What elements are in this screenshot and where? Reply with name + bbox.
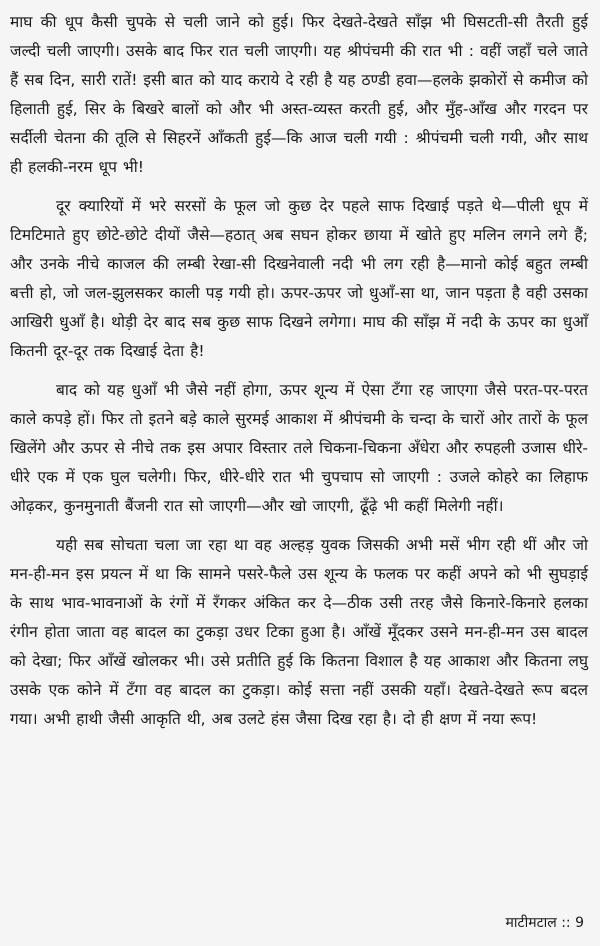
paragraph-4: यही सब सोचता चला जा रहा था वह अल्हड़ युवक जिसकी अभी मसें भीग रही थीं और जो मन-ही-मन इस प्रयत्न में था कि सामने पसरे-फैले उस शून्य के फलक पर कहीं अपने को भी सुघड़ाई के साथ भाव-भावनाओं के रंगों में रँगकर अंकित कर दे—ठीक उसी तरह जैसे किनारे-किनारे हलका रंगीन होता जाता वह बादल का टुकड़ा उधर टिका हुआ है। आँखें मूँदकर उसने मन-ही-मन उस बादल को देखा; फिर आँखें खोलकर भी। उसे प्रतीति हुई कि कितना विशाल है यह आकाश और कितना लघु उसके एक कोने में टँगा वह बादल का टुकड़ा। कोई सत्ता नहीं उसकी यहाँ। देखते-देखते रूप बदल गया। अभी हाथी जैसी आकृति थी, अब उलटे हंस जैसा दिख रहा है। दो ही क्षण में नया रूप! [10, 536, 588, 728]
paragraph-2: दूर क्यारियों में भरे सरसों के फूल जो कुछ देर पहले साफ दिखाई पड़ते थे—पीली धूप में टिमटिमाते हुए छोटे-छोटे दीयों जैसे—हठात् अब सघन होकर छाया में खोते हुए मलिन लगने लगे हैं; और उनके नीचे काजल की लम्बी रेखा-सी दिखनेवाली नदी भी लग रही है—मानो कोई बहुत लम्बी बत्ती हो, जो जल-झुलसकर काली पड़ गयी हो। ऊपर-ऊपर जो धुआँ-सा था, जान पड़ता है वही उसका आखिरी धुआँ है। थोड़ी देर बाद सब कुछ साफ दिखने लगेगा। माघ की साँझ में नदी के ऊपर का धुआँ कितनी दूर-दूर तक दिखाई देता है! [10, 197, 588, 360]
paragraph-3: बाद को यह धुआँ भी जैसे नहीं होगा, ऊपर शून्य में ऐसा टँगा रह जाएगा जैसे परत-पर-परत काले कपड़े हों। फिर तो इतने बड़े काले सुरमई आकाश में श्रीपंचमी के चन्दा के चारों ओर तारों के फूल खिलेंगे और ऊपर से नीचे तक इस अपार विस्तार तले चिकना-चिकना अँधेरा और रुपहली उजास धीरे-धीरे एक में एक घुल चलेगी। फिर, धीरे-धीरे रात भी चुपचाप सो जाएगी : उजले कोहरे का लिहाफ ओढ़कर, कुनमुनाती बैंजनी रात सो जाएगी—और खो जाएगी, ढूँढ़े भी कहीं मिलेगी नहीं। [10, 381, 588, 515]
page-footer: माटीमटाल :: 9 [505, 915, 584, 931]
paragraph-1: माघ की धूप कैसी चुपके से चली जाने को हुई। फिर देखते-देखते साँझ भी घिसटती-सी तैरती हुई जल्दी चली जाएगी। उसके बाद फिर रात चली जाएगी। यह श्रीपंचमी की रात भी : वहीं जहाँ चले जाते हैं सब दिन, सारी रातें! इसी बात को याद कराये दे रही है यह ठण्डी हवा—हलके झकोरों से कमीज को हिलाती हुई, सिर के बिखरे बालों को और भी अस्त-व्यस्त करती हुई, और मुँह-आँख और गरदन पर सर्दीली चेतना की तूलि से सिहरनें आँकती हुई—कि आज चली गयी : श्रीपंचमी चली गयी, और साथ ही हलकी-नरम धूप भी! [10, 13, 588, 176]
